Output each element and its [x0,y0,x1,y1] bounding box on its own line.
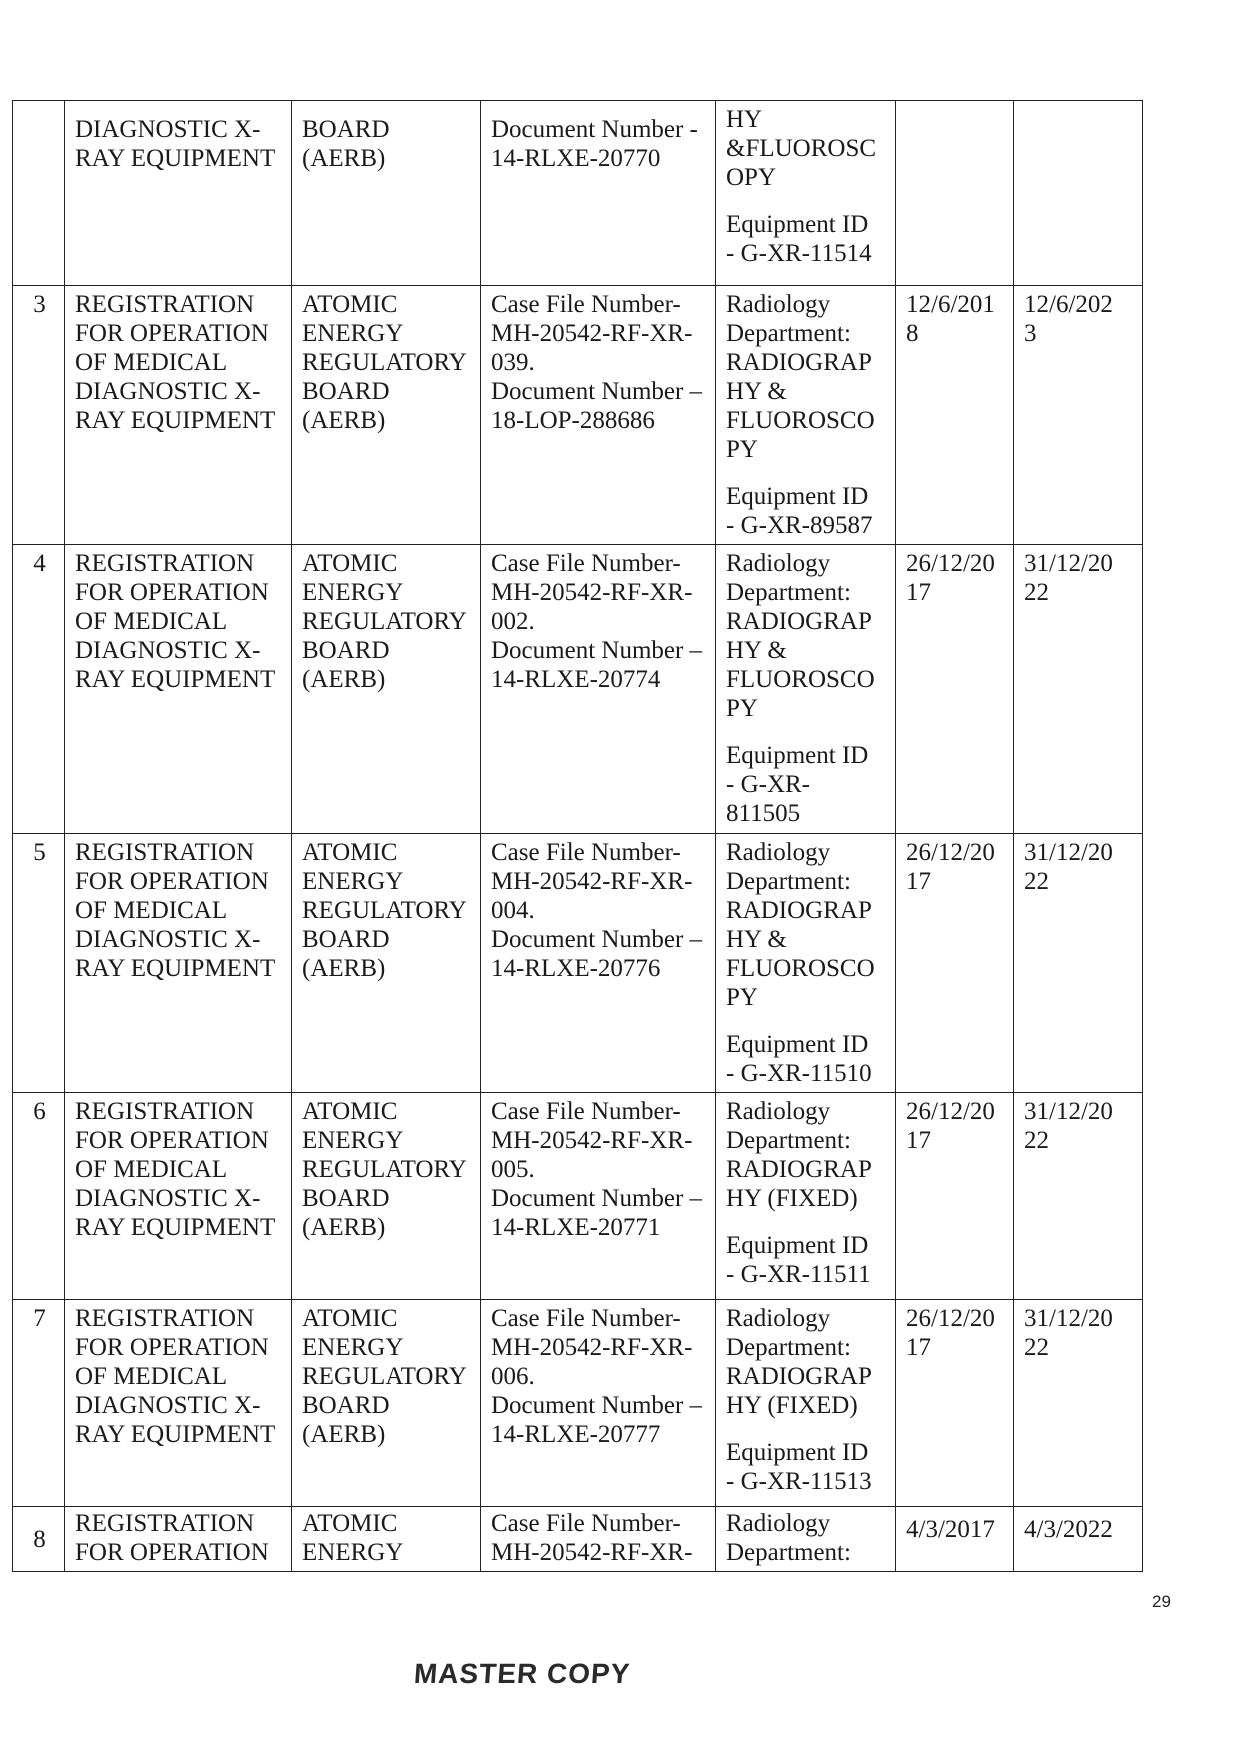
reference-numbers-line: MH-20542-RF-XR- [491,868,693,895]
location-equipment-line: Department: [726,579,851,606]
issuing-authority-line: ENERGY [302,579,404,606]
valid-till-date [1014,101,1143,286]
equipment-id-line: Equipment ID [726,211,869,238]
location-equipment-line: HY (FIXED) [726,1185,858,1212]
issue-date [896,1507,1014,1572]
equipment-id-line: Equipment ID [726,1232,869,1259]
location-equipment-line: Department: [726,868,851,895]
location-equipment-line: Radiology [726,550,831,577]
issuing-authority-line: REGULATORY [302,349,467,376]
location-equipment [716,286,896,545]
registration-table-body [13,101,1143,1572]
issuing-authority-line: BOARD [302,637,390,664]
location-equipment-line: Radiology [726,1098,831,1125]
location-equipment-line: &FLUOROSC [726,135,877,162]
equipment-id-line: Equipment ID [726,483,869,510]
registration-title-line: FOR OPERATION [75,868,269,895]
issuing-authority-line: ATOMIC [302,291,398,318]
issuing-authority-line: (AERB) [302,1214,386,1241]
issuing-authority-line: ATOMIC [302,1305,398,1332]
location-equipment-line: HY (FIXED) [726,1392,858,1419]
issuing-authority-line: (AERB) [302,1421,386,1448]
location-equipment-line: HY & [726,637,787,664]
registration-title-line: OF MEDICAL [75,349,228,376]
issuing-authority-line: REGULATORY [302,897,467,924]
reference-numbers [481,286,716,545]
location-equipment-line: Department: [726,1127,851,1154]
registration-title [65,834,292,1093]
location-equipment-line: HY & [726,378,787,405]
issuing-authority [292,1507,481,1572]
valid-till-date-line: 31/12/20 [1024,550,1113,577]
equipment-id-line: Equipment ID [726,1031,869,1058]
table-row [13,834,1143,1093]
equipment-id-line: 811505 [726,800,801,827]
reference-numbers-line: 14-RLXE-20777 [491,1421,661,1448]
reference-numbers [481,1300,716,1507]
valid-till-date-line: 31/12/20 [1024,1305,1113,1332]
table-row [13,1300,1143,1507]
reference-numbers [481,834,716,1093]
issuing-authority-line: (AERB) [302,666,386,693]
location-equipment-line: Department: [726,1334,851,1361]
reference-numbers-line: 18-LOP-288686 [491,407,655,434]
issuing-authority-line: (AERB) [302,955,386,982]
reference-numbers-line: MH-20542-RF-XR- [491,1539,693,1566]
location-equipment [716,1093,896,1300]
location-equipment [716,545,896,834]
reference-numbers-line: 039. [491,349,535,376]
reference-numbers-line: Document Number - [491,116,698,143]
location-equipment-line: FLUOROSCO [726,407,875,434]
location-equipment-line: RADIOGRAP [726,1363,872,1390]
page-number: 29 [1152,1592,1171,1611]
registration-title-line: REGISTRATION [75,1098,255,1125]
issuing-authority-line: (AERB) [302,407,386,434]
location-equipment-line: Department: [726,320,851,347]
valid-till-date-line: 22 [1024,1127,1049,1154]
location-equipment-line: RADIOGRAP [726,897,872,924]
registration-table [12,100,1143,1572]
reference-numbers-line: MH-20542-RF-XR- [491,1334,693,1361]
issue-date-line: 26/12/20 [906,839,995,866]
issue-date-line: 17 [906,579,931,606]
issuing-authority [292,1093,481,1300]
reference-numbers-line: Document Number – [491,926,703,953]
registration-title-line: FOR OPERATION [75,1127,269,1154]
registration-title [65,101,292,286]
equipment-id-line: - G-XR-11510 [726,1060,872,1087]
serial-number [13,101,65,286]
issuing-authority-line: BOARD [302,1185,390,1212]
registration-title-line: DIAGNOSTIC X- [75,1392,261,1419]
issuing-authority [292,286,481,545]
location-equipment-line: Radiology [726,291,831,318]
reference-numbers-line: 002. [491,608,535,635]
location-equipment-line: Department: [726,1539,851,1566]
equipment-id-line: - G-XR-11513 [726,1468,872,1495]
registration-title [65,286,292,545]
table-row [13,101,1143,286]
issue-date-line: 26/12/20 [906,550,995,577]
issue-date [896,1300,1014,1507]
reference-numbers-line: 006. [491,1363,535,1390]
location-equipment-line: HY & [726,926,787,953]
registration-title-line: DIAGNOSTIC X- [75,637,261,664]
issue-date-line: 17 [906,868,931,895]
reference-numbers-line: 14-RLXE-20774 [491,666,661,693]
registration-title-line: REGISTRATION [75,550,255,577]
registration-title-line: DIAGNOSTIC X- [75,116,261,143]
registration-title-line: RAY EQUIPMENT [75,1421,276,1448]
table-row [13,1507,1143,1572]
issuing-authority [292,834,481,1093]
issue-date-line: 17 [906,1127,931,1154]
location-equipment-line: OPY [726,164,777,191]
location-equipment-line: PY [726,436,758,463]
valid-till-date [1014,545,1143,834]
valid-till-date-line: 22 [1024,868,1049,895]
registration-title-line: DIAGNOSTIC X- [75,926,261,953]
valid-till-date-line: 3 [1024,320,1037,347]
issuing-authority-line: ATOMIC [302,1510,398,1537]
reference-numbers [481,101,716,286]
location-equipment-line: RADIOGRAP [726,1156,872,1183]
valid-till-date-line: 12/6/202 [1024,291,1113,318]
reference-numbers-line: 005. [491,1156,535,1183]
issue-date [896,545,1014,834]
issuing-authority-line: ENERGY [302,1539,404,1566]
issuing-authority-line: BOARD [302,1392,390,1419]
valid-till-date [1014,1093,1143,1300]
reference-numbers-line: 004. [491,897,535,924]
serial-number: 7 [13,1300,65,1507]
issuing-authority [292,1300,481,1507]
location-equipment [716,101,896,286]
table-row [13,545,1143,834]
issue-date-line: 26/12/20 [906,1305,995,1332]
serial-number: 8 [13,1507,65,1572]
reference-numbers-line: MH-20542-RF-XR- [491,579,693,606]
table-row [13,286,1143,545]
reference-numbers-line: Document Number – [491,1185,703,1212]
registration-title-line: REGISTRATION [75,291,255,318]
serial-number: 6 [13,1093,65,1300]
issue-date [896,1093,1014,1300]
issuing-authority-line: ENERGY [302,1127,404,1154]
location-equipment-line: HY [726,106,763,133]
table-row [13,1093,1143,1300]
location-equipment-line: FLUOROSCO [726,666,875,693]
registration-title-line: RAY EQUIPMENT [75,666,276,693]
location-equipment [716,1300,896,1507]
issuing-authority-line: ENERGY [302,868,404,895]
issuing-authority-line: REGULATORY [302,1363,467,1390]
registration-title [65,545,292,834]
equipment-id-line: - G-XR-89587 [726,512,873,539]
location-equipment-line: Radiology [726,1510,831,1537]
issuing-authority-line: BOARD [302,116,390,143]
reference-numbers-line: Case File Number- [491,1098,681,1125]
issuing-authority-line: BOARD [302,378,390,405]
registration-title-line: OF MEDICAL [75,1363,228,1390]
reference-numbers-line: Case File Number- [491,291,681,318]
valid-till-date-line: 22 [1024,579,1049,606]
location-equipment-line: Radiology [726,839,831,866]
registration-title-line: RAY EQUIPMENT [75,1214,276,1241]
issuing-authority-line: ENERGY [302,320,404,347]
issuing-authority [292,101,481,286]
registration-title-line: OF MEDICAL [75,1156,228,1183]
reference-numbers-line: Case File Number- [491,550,681,577]
reference-numbers-line: 14-RLXE-20776 [491,955,661,982]
reference-numbers-line: MH-20542-RF-XR- [491,320,693,347]
registration-title-line: RAY EQUIPMENT [75,955,276,982]
reference-numbers-line: 14-RLXE-20771 [491,1214,661,1241]
location-equipment-line: FLUOROSCO [726,955,875,982]
location-equipment-line: Radiology [726,1305,831,1332]
valid-till-date-line: 4/3/2022 [1024,1516,1113,1543]
reference-numbers-line: Document Number – [491,378,703,405]
location-equipment [716,1507,896,1572]
reference-numbers-line: Document Number – [491,637,703,664]
location-equipment-line: RADIOGRAP [726,349,872,376]
reference-numbers-line: Case File Number- [491,1305,681,1332]
location-equipment-line: PY [726,984,758,1011]
registration-title-line: OF MEDICAL [75,608,228,635]
serial-number: 4 [13,545,65,834]
reference-numbers-line: Document Number – [491,1392,703,1419]
valid-till-date-line: 31/12/20 [1024,839,1113,866]
issue-date-line: 8 [906,320,919,347]
reference-numbers [481,545,716,834]
valid-till-date [1014,286,1143,545]
registration-title-line: FOR OPERATION [75,579,269,606]
reference-numbers-line: MH-20542-RF-XR- [491,1127,693,1154]
issuing-authority-line: ENERGY [302,1334,404,1361]
issue-date-line: 12/6/201 [906,291,995,318]
registration-title-line: FOR OPERATION [75,1539,269,1566]
equipment-id-line: - G-XR- [726,771,811,798]
registration-title-line: REGISTRATION [75,839,255,866]
issue-date-line: 17 [906,1334,931,1361]
registration-title-line: DIAGNOSTIC X- [75,1185,261,1212]
registration-title [65,1093,292,1300]
issue-date [896,286,1014,545]
registration-title [65,1300,292,1507]
issuing-authority-line: ATOMIC [302,839,398,866]
issuing-authority-line: BOARD [302,926,390,953]
registration-title-line: REGISTRATION [75,1305,255,1332]
issuing-authority [292,545,481,834]
reference-numbers [481,1507,716,1572]
registration-title-line: FOR OPERATION [75,1334,269,1361]
registration-title-line: DIAGNOSTIC X- [75,378,261,405]
reference-numbers-line: Case File Number- [491,839,681,866]
location-equipment-line: RADIOGRAP [726,608,872,635]
issuing-authority-line: (AERB) [302,145,386,172]
serial-number: 5 [13,834,65,1093]
issuing-authority-line: ATOMIC [302,1098,398,1125]
equipment-id-line: Equipment ID [726,742,869,769]
equipment-id-line: - G-XR-11514 [726,240,872,267]
master-copy-stamp: MASTER COPY [412,1658,632,1689]
location-equipment-line: PY [726,695,758,722]
reference-numbers-line: 14-RLXE-20770 [491,145,661,172]
issue-date [896,101,1014,286]
issuing-authority-line: REGULATORY [302,1156,467,1183]
issue-date-line: 26/12/20 [906,1098,995,1125]
issue-date-line: 4/3/2017 [906,1516,995,1543]
valid-till-date [1014,1507,1143,1572]
registration-title-line: RAY EQUIPMENT [75,145,276,172]
registration-title-line: RAY EQUIPMENT [75,407,276,434]
valid-till-date-line: 31/12/20 [1024,1098,1113,1125]
issuing-authority-line: REGULATORY [302,608,467,635]
registration-title-line: REGISTRATION [75,1510,255,1537]
equipment-id-line: - G-XR-11511 [726,1261,871,1288]
registration-title-line: OF MEDICAL [75,897,228,924]
issue-date [896,834,1014,1093]
valid-till-date [1014,1300,1143,1507]
serial-number: 3 [13,286,65,545]
valid-till-date [1014,834,1143,1093]
registration-title-line: FOR OPERATION [75,320,269,347]
location-equipment [716,834,896,1093]
reference-numbers-line: Case File Number- [491,1510,681,1537]
issuing-authority-line: ATOMIC [302,550,398,577]
registration-title [65,1507,292,1572]
valid-till-date-line: 22 [1024,1334,1049,1361]
reference-numbers [481,1093,716,1300]
equipment-id-line: Equipment ID [726,1439,869,1466]
